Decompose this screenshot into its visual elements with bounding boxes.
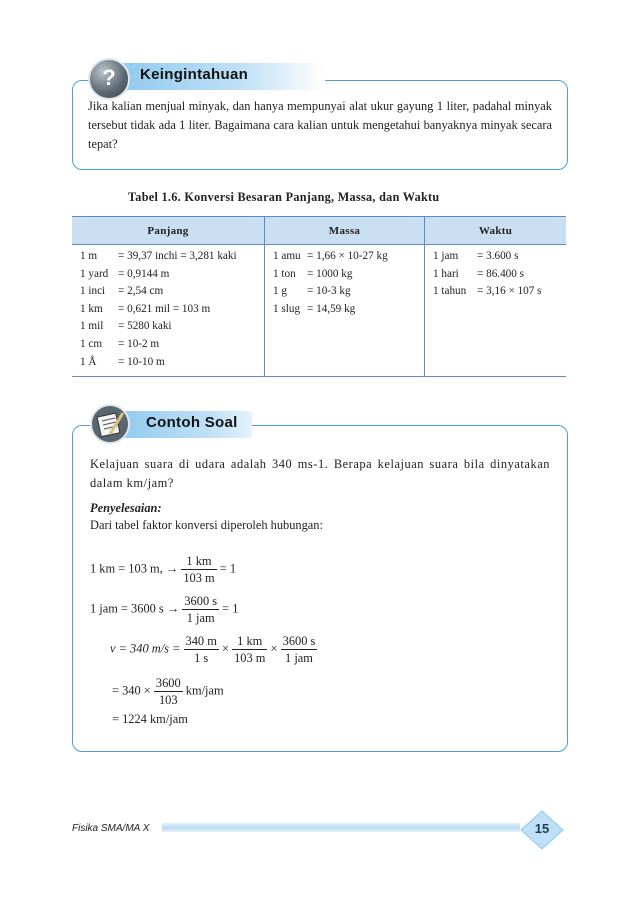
equation-4: = 340 × $\frac{3600}{103}$ km/jam [112, 676, 224, 707]
equation-5: = 1224 km/jam [112, 712, 188, 726]
table-row: 1 slug = 14,59 kg [273, 302, 356, 315]
table-row: 1 amu = 1,66 × 10-27 kg [273, 250, 388, 262]
table-row: 1 ton = 1000 kg [273, 267, 353, 280]
fraction: $\frac{1 km}{103 m}$ [183, 554, 215, 585]
question-icon: ? [88, 58, 130, 100]
example-title: Contoh Soal [146, 414, 238, 431]
equation-2: 1 jam = 3600 s → $\frac{3600 s}{\text{1 jam}}$ = 1 [90, 594, 239, 625]
fraction: $\frac{3600 s}{\text{1 jam}}$ [184, 594, 218, 625]
table-row: 1 jam = 3.600 s [433, 250, 519, 262]
page-number: 15 [534, 821, 550, 836]
panjang-cell [72, 245, 265, 377]
table-row: 1 km = 0,621 mil = 103 m [80, 302, 211, 315]
solution-label: Penyelesaian: [90, 501, 162, 515]
table-row: 1 tahun = 3,16 × 107 s [433, 285, 542, 298]
header-massa: Massa [265, 217, 425, 245]
fraction: $\frac{3600}{103}$ [155, 676, 181, 707]
table-row: 1 mil = 5280 kaki [80, 320, 172, 333]
equation-1: 1 km = 103 m, → $\frac{1 km}{103 m}$ = 1 [90, 554, 237, 585]
massa-cell [265, 245, 425, 377]
table-row: 1 yard = 0,9144 m [80, 267, 170, 280]
header-waktu: Waktu [425, 217, 567, 245]
table-row: 1 m = 39,37 inchi = 3,281 kaki [80, 250, 237, 262]
table-row: 1 cm = 10-2 m [80, 337, 160, 350]
table-row: 1 g = 10-3 kg [273, 285, 351, 298]
fraction: $\frac{1 km}{103 m}$ [234, 634, 266, 665]
example-question: Kelajuan suara di udara adalah 340 ms-1. Berapa kelajuan suara bila dinyatakan dalam km/jam? [90, 457, 550, 490]
table-caption: Tabel 1.6. Konversi Besaran Panjang, Massa, dan Waktu [128, 190, 440, 204]
conversion-table [72, 216, 566, 377]
header-panjang: Panjang [72, 217, 265, 245]
table-row: 1 inci = 2,54 cm [80, 285, 164, 298]
notepad-pencil-icon [90, 404, 130, 444]
table-row: 1 hari = 86.400 s [433, 267, 525, 280]
table-row: 1 Å = 10-10 m [80, 355, 165, 368]
waktu-cell [425, 245, 567, 377]
fraction: $\frac{3600 s}{\text{1 jam}}$ [282, 634, 316, 665]
curiosity-title: Keingintahuan [140, 66, 249, 83]
solution-intro: Dari tabel faktor konversi diperoleh hubungan: [90, 518, 323, 532]
equation-3: v = 340 m/s = $\frac{340 m}{1 s}$ × $\frac{1 km}{103 m}$ × $\frac{3600 s}{\text{1 jam}}$ [110, 634, 316, 665]
book-title: Fisika SMA/MA X [72, 823, 150, 834]
footer-rule [162, 823, 520, 832]
fraction: $\frac{340 m}{1 s}$ [185, 634, 217, 665]
curiosity-text: Jika kalian menjual minyak, dan hanya mempunyai alat ukur gayung 1 liter, padahal minyak tersebut tidak ada 1 liter. Bagaimana cara kalian untuk mengetahui banyaknya minyak secara tepat? [88, 99, 552, 151]
